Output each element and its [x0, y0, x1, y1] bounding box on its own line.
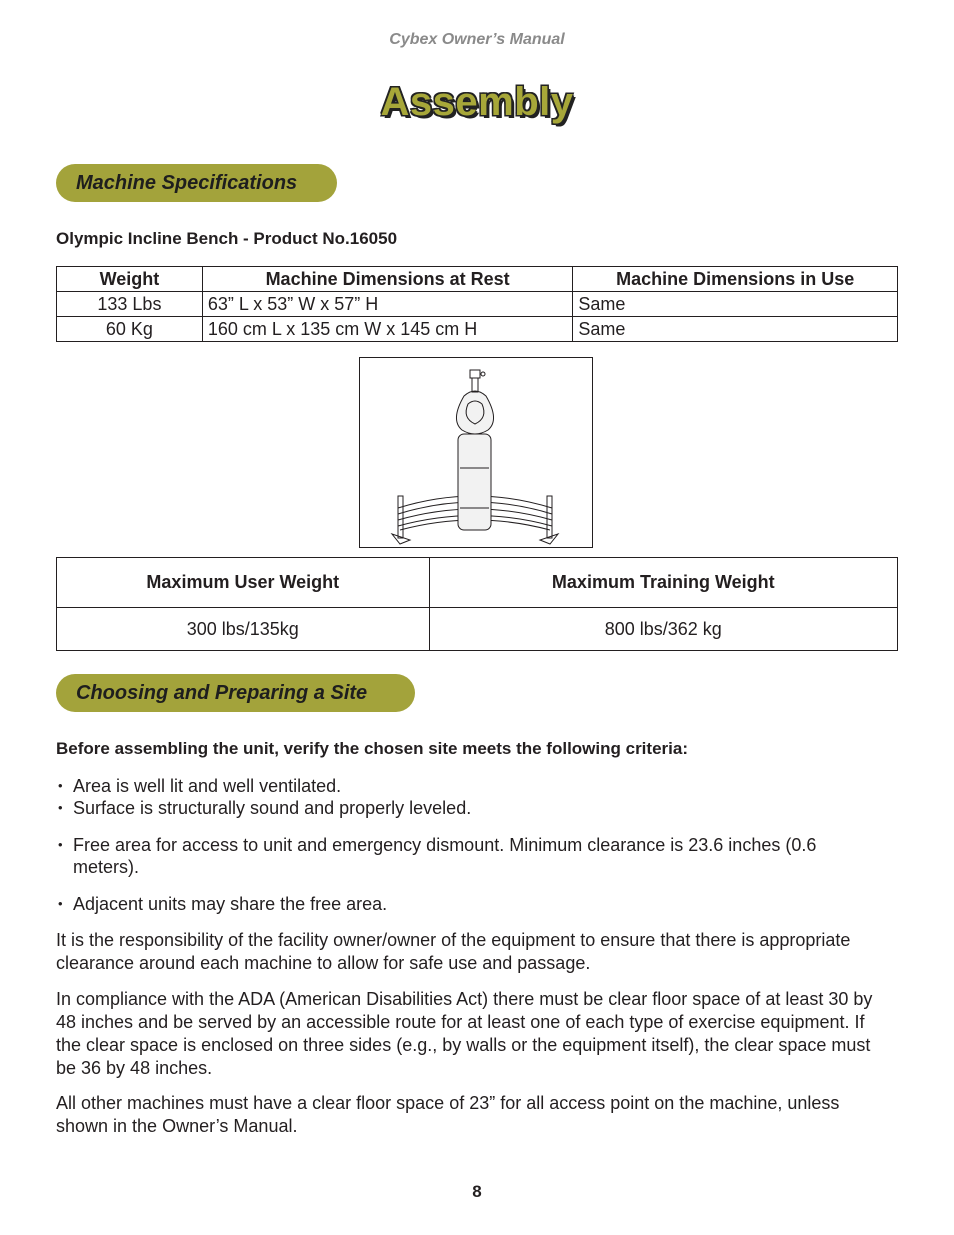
list-item: [58, 775, 878, 797]
table-cell: Same: [573, 292, 898, 317]
table-cell: 160 cm L x 135 cm W x 145 cm H: [202, 317, 573, 342]
list-item: [58, 834, 828, 878]
table-row: [57, 292, 898, 317]
table-cell: 800 lbs/362 kg: [429, 608, 897, 651]
page-number: 8: [472, 1182, 482, 1201]
table-header-row: [57, 558, 898, 608]
paragraph: It is the responsibility of the facility owner/owner of the equipment to ensure that there is appropriate clearance around each machine to allow for safe use and passage.: [56, 930, 851, 973]
machine-diagram: [359, 357, 593, 548]
bullet-icon: •: [58, 800, 63, 815]
table-cell: Same: [573, 317, 898, 342]
table-cell: 133 Lbs: [57, 292, 203, 317]
list-item-text: Adjacent units may share the free area.: [73, 894, 388, 914]
table-cell: 60 Kg: [57, 317, 203, 342]
table-header-row: [57, 267, 898, 292]
table-header: Weight: [57, 267, 203, 292]
bullet-icon: •: [58, 778, 63, 793]
table-cell: 63” L x 53” W x 57” H: [202, 292, 573, 317]
table-header: Maximum Training Weight: [429, 558, 897, 608]
bullet-icon: •: [58, 837, 63, 852]
list-item: [58, 797, 878, 819]
max-weight-table: [56, 557, 898, 651]
table-header: Machine Dimensions in Use: [573, 267, 898, 292]
section-heading-choosing-site: Choosing and Preparing a Site: [56, 674, 415, 712]
section-heading-machine-specifications: Machine Specifications: [56, 164, 337, 202]
paragraph: In compliance with the ADA (American Disabilities Act) there must be clear floor space of at least 30 by 48 inches and be served by an accessible route for at least one of each type of exercise equipment. If the clear space is enclosed on three sides (e.g., by walls or the equipment itself), the clear space must be 36 by 48 inches.: [56, 989, 873, 1078]
site-criteria-intro: Before assembling the unit, verify the chosen site meets the following criteria:: [56, 739, 688, 758]
table-row: [57, 317, 898, 342]
list-item-text: Free area for access to unit and emergency dismount. Minimum clearance is 23.6 inches (0.6 meters).: [73, 835, 817, 877]
spec-table: [56, 266, 898, 342]
product-name: Olympic Incline Bench - Product No.16050: [56, 229, 398, 248]
table-header: Maximum User Weight: [57, 558, 430, 608]
table-header: Machine Dimensions at Rest: [202, 267, 573, 292]
table-cell: 300 lbs/135kg: [57, 608, 430, 651]
page-title: Assembly: [380, 80, 574, 124]
table-row: [57, 608, 898, 651]
list-item: [58, 893, 878, 915]
list-item-text: Area is well lit and well ventilated.: [73, 776, 342, 796]
paragraph: All other machines must have a clear floor space of 23” for all access point on the machine, unless shown in the Owner’s Manual.: [56, 1093, 840, 1136]
bench-illustration: [360, 358, 591, 546]
running-header: Cybex Owner’s Manual: [389, 31, 565, 48]
bullet-icon: •: [58, 896, 63, 911]
list-item-text: Surface is structurally sound and properly leveled.: [73, 798, 472, 818]
